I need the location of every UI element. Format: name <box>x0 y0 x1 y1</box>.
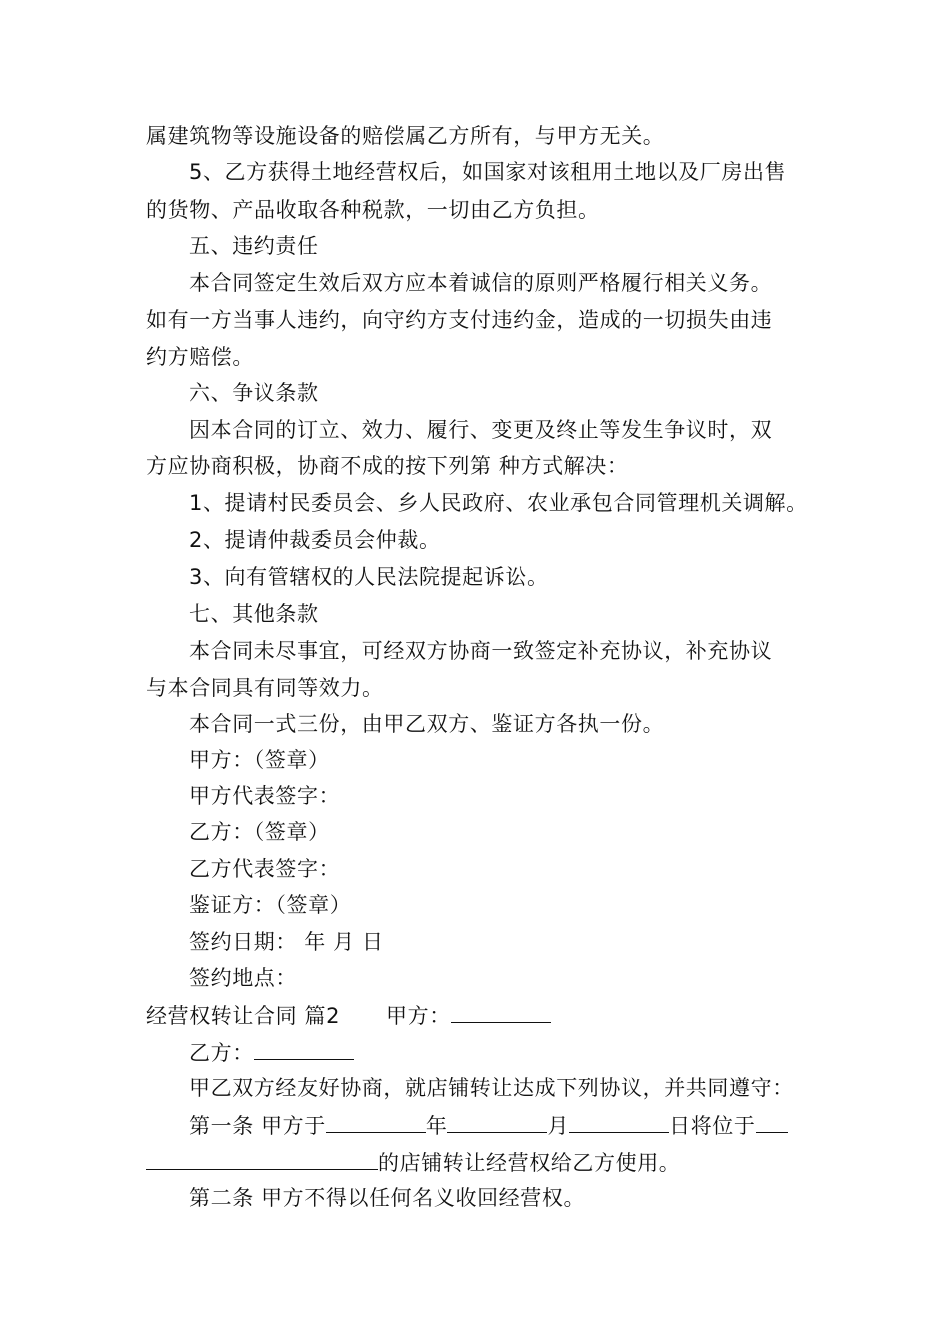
dispute-option-3: 3、向有管辖权的人民法院提起诉讼。 <box>189 565 549 589</box>
article-1-tail: 的店铺转让经营权给乙方使用。 <box>378 1151 681 1175</box>
text-line: 如有一方当事人违约，向守约方支付违约金，造成的一切损失由违 <box>146 308 773 332</box>
month-label: 月 <box>547 1114 570 1138</box>
contract-2-heading-row <box>146 1000 551 1030</box>
text-line: 本合同一式三份，由甲乙双方、鉴证方各执一份。 <box>189 712 665 736</box>
witness-seal: 鉴证方：（签章） <box>189 893 352 917</box>
party-b-label: 乙方： <box>189 1041 254 1065</box>
party-a-seal: 甲方：（签章） <box>189 748 330 772</box>
location-blank-start <box>756 1110 788 1133</box>
text-line: 本合同签定生效后双方应本着诚信的原则严格履行相关义务。 <box>189 271 773 295</box>
article-1-line-1 <box>189 1110 788 1140</box>
year-blank <box>326 1110 426 1133</box>
contract-2-intro: 甲乙双方经友好协商，就店铺转让达成下列协议，并共同遵守： <box>189 1076 794 1100</box>
dispute-option-2: 2、提请仲裁委员会仲裁。 <box>189 528 441 552</box>
text-line: 的货物、产品收取各种税款，一切由乙方负担。 <box>146 198 600 222</box>
party-a-rep-signature: 甲方代表签字： <box>189 784 341 808</box>
clause-5: 5、乙方获得土地经营权后，如国家对该租用土地以及厂房出售 <box>189 160 787 184</box>
party-b-rep-signature: 乙方代表签字： <box>189 857 341 881</box>
section-heading-dispute: 六、争议条款 <box>189 381 319 405</box>
party-b-blank <box>254 1037 354 1060</box>
signing-place: 签约地点： <box>189 966 297 990</box>
day-label: 日将位于 <box>669 1114 756 1138</box>
party-a-blank <box>451 1000 551 1023</box>
text-line: 因本合同的订立、效力、履行、变更及终止等发生争议时，双 <box>189 418 773 442</box>
year-label: 年 <box>425 1114 448 1138</box>
month-blank <box>447 1110 547 1133</box>
party-b-row <box>189 1037 354 1067</box>
signing-date: 签约日期： 年 月 日 <box>189 930 384 954</box>
article-1-prefix: 第一条 甲方于 <box>189 1114 326 1138</box>
section-heading-other: 七、其他条款 <box>189 602 319 626</box>
dispute-option-1: 1、提请村民委员会、乡人民政府、农业承包合同管理机关调解。 <box>189 491 808 515</box>
text-line: 与本合同具有同等效力。 <box>146 676 384 700</box>
article-2: 第二条 甲方不得以任何名义收回经营权。 <box>189 1186 586 1210</box>
section-heading-breach: 五、违约责任 <box>189 234 319 258</box>
text-line: 属建筑物等设施设备的赔偿属乙方所有，与甲方无关。 <box>146 124 665 148</box>
location-blank <box>146 1147 378 1170</box>
text-line: 约方赔偿。 <box>146 345 254 369</box>
party-b-seal: 乙方：（签章） <box>189 820 330 844</box>
article-1-line-2 <box>146 1147 680 1177</box>
party-a-label: 甲方： <box>386 1004 451 1028</box>
contract-2-title: 经营权转让合同 篇2 <box>146 1004 341 1028</box>
text-line: 本合同未尽事宜，可经双方协商一致签定补充协议，补充协议 <box>189 639 773 663</box>
text-line: 方应协商积极，协商不成的按下列第 种方式解决： <box>146 454 629 478</box>
day-blank <box>569 1110 669 1133</box>
